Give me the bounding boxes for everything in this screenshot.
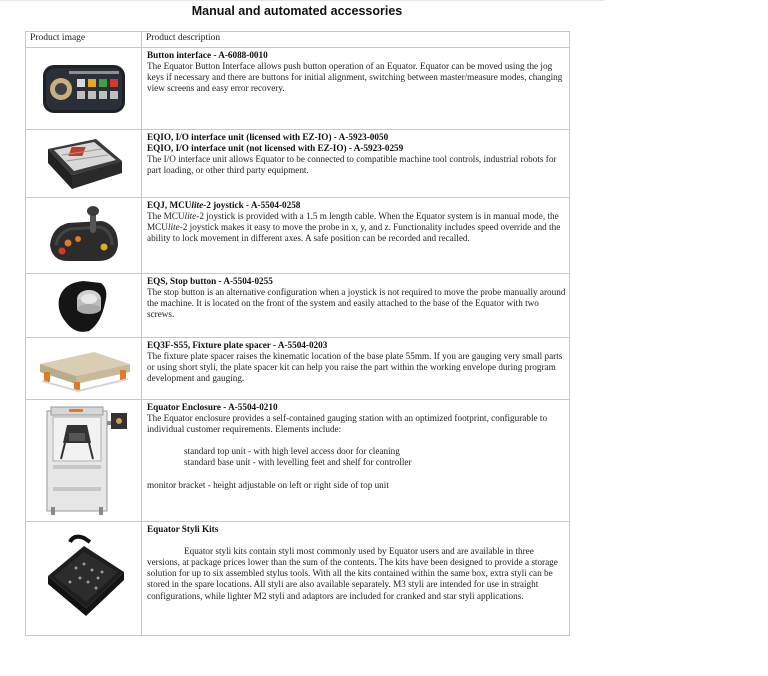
table-row <box>26 400 570 522</box>
product-name: EQ3F-S55, Fixture plate spacer - A-5504-0203 <box>147 340 328 350</box>
accessories-table <box>25 31 570 636</box>
header-product-description: Product description <box>142 32 570 48</box>
list-item: monitor bracket - height adjustable on left or right side of top unit <box>147 479 389 490</box>
top-divider <box>0 0 604 1</box>
enclosure-image <box>39 403 129 519</box>
stop-button-image <box>53 277 115 335</box>
product-image-cell <box>26 130 142 198</box>
table-row <box>26 198 570 274</box>
product-text: The Equator Button Interface allows push button operation of an Equator. Equator can be moved using the jog keys if necessary and there are buttons for initial alignment, switching between master/measure modes, changing view screens and easy error recovery. <box>147 61 563 94</box>
product-description-cell <box>142 198 570 274</box>
product-text: The Equator enclosure provides a self-contained gauging station with an optimized footprint, configurable to individual customer requirements. Elements include: <box>147 413 548 435</box>
product-image-cell <box>26 198 142 274</box>
product-image-cell <box>26 48 142 130</box>
table-header-row <box>26 32 570 48</box>
product-name: EQJ, MCUlite-2 joystick - A-5504-0258 <box>147 200 301 210</box>
product-text: The fixture plate spacer raises the kinematic location of the base plate 55mm. If you are gauging very small parts or using short styli, the plate spacer kit can help you raise the part within the working envelope during program development and gauging. <box>147 351 563 384</box>
header-product-image: Product image <box>26 32 142 48</box>
table-row <box>26 522 570 636</box>
joystick-image <box>46 205 122 267</box>
enclosure-elements-list <box>147 446 566 468</box>
styli-kit-case-image <box>40 532 128 626</box>
product-name: Button interface - A-6088-0010 <box>147 50 268 60</box>
table-row <box>26 338 570 400</box>
table-row <box>26 48 570 130</box>
product-image-cell <box>26 338 142 400</box>
product-description-cell <box>142 274 570 338</box>
product-description-cell <box>142 130 570 198</box>
product-text: The I/O interface unit allows Equator to be connected to compatible machine tool controls, industrial robots for part loading, or other third party equipment. <box>147 154 557 176</box>
page-title: Manual and automated accessories <box>191 4 403 18</box>
list-item: standard top unit - with high level access door for cleaning <box>184 446 400 457</box>
product-name: Equator Styli Kits <box>147 524 219 534</box>
product-name: EQIO, I/O interface unit (not licensed with EZ-IO) - A-5923-0259 <box>147 143 404 154</box>
product-text: The stop button is an alternative configuration when a joystick is not required to move the probe manually around the machine. It is located on the front of the system and easily attached to the base of the Equator with two screws. <box>147 287 566 320</box>
list-item: standard base unit - with levelling feet and shelf for controller <box>184 457 412 468</box>
table-row <box>26 130 570 198</box>
product-text: The MCUlite-2 joystick is provided with a 1.5 m length cable. When the Equator system is in manual mode, the MCUlite-2 joystick makes it easy to move the probe in x, y, and z. Functionality includes speed override and the ability to lock movement in different axes. A safe position can be recorded and recalled. <box>147 211 561 244</box>
button-interface-image <box>41 61 127 117</box>
product-description-cell <box>142 338 570 400</box>
product-name: EQS, Stop button - A-5504-0255 <box>147 276 273 286</box>
product-name: EQIO, I/O interface unit (licensed with EZ-IO) - A-5923-0050 <box>147 132 389 142</box>
io-interface-unit-image <box>42 135 126 193</box>
fixture-plate-spacer-image <box>34 344 134 394</box>
product-description-cell <box>142 48 570 130</box>
product-description-cell <box>142 400 570 522</box>
product-name: Equator Enclosure - A-5504-0210 <box>147 402 278 412</box>
product-image-cell <box>26 400 142 522</box>
product-image-cell <box>26 522 142 636</box>
product-description-cell <box>142 522 570 636</box>
product-image-cell <box>26 274 142 338</box>
product-text: Equator styli kits contain styli most commonly used by Equator users and are available in three versions, at package prices lower than the sum of the contents. The kits have been designed to provide a storage solution for up to six assembled stylus tools. With all the kits contained within the same box, extra styli can be stored in the spare locations. All styli are also available separately. M3 styli are intended for use in straight configurations, while lighter M2 styli and adaptors are included for cranked and star styli applications. <box>147 546 558 601</box>
table-row <box>26 274 570 338</box>
